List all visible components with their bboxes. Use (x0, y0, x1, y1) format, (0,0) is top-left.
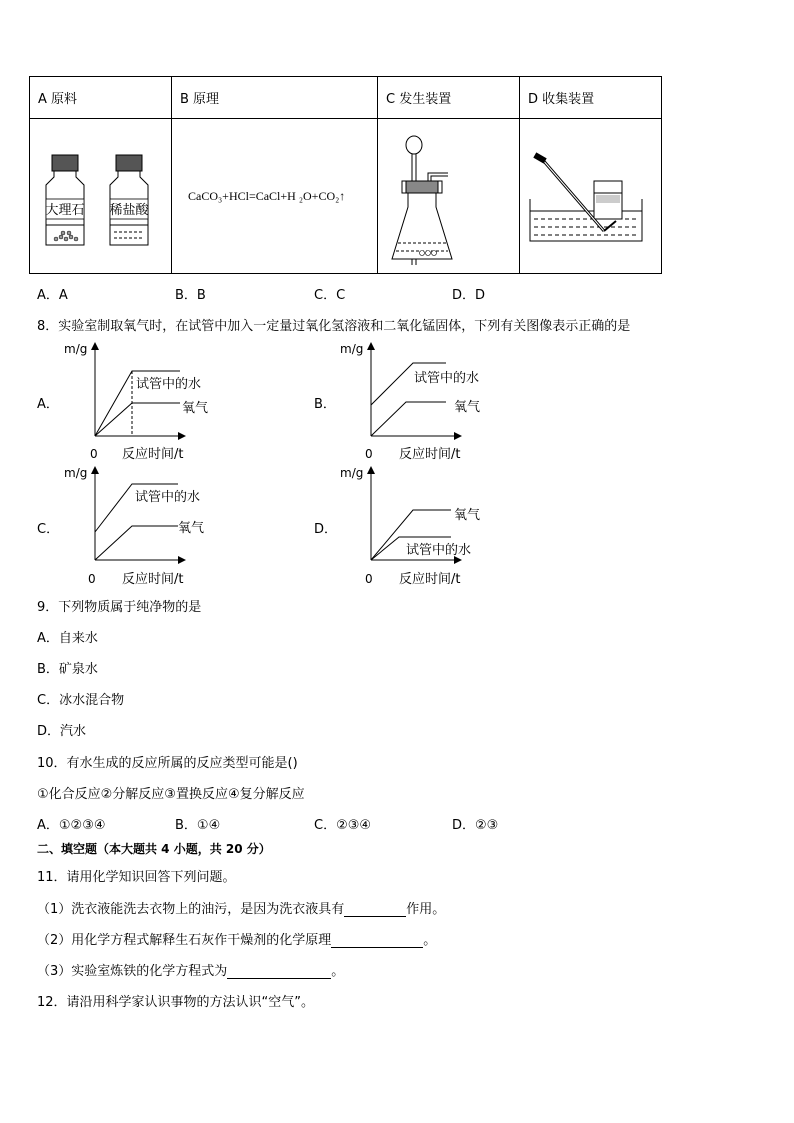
graph-d-oxygen-label: 氧气 (454, 508, 481, 523)
q7-header-c: C 发生装置 (378, 77, 520, 119)
q10-option-d[interactable]: D．②③ (452, 818, 499, 833)
bottle1-label: 大理石 (45, 203, 85, 218)
q8-graph-b[interactable] (336, 338, 516, 468)
graph-a-water-label: 试管中的水 (136, 377, 202, 392)
graph-a-origin: 0 (90, 447, 98, 461)
q11-part1-after: 作用。 (406, 902, 446, 917)
graph-d-water-label: 试管中的水 (406, 543, 472, 558)
graph-a-y-label: m/g (64, 342, 88, 356)
q7-option-a[interactable]: A．A (37, 288, 68, 303)
graph-a-oxygen-label: 氧气 (182, 401, 209, 416)
q11-part1-blank[interactable] (344, 915, 406, 917)
graph-d-x-label: 反应时间/t (399, 572, 461, 587)
graph-c-x-label: 反应时间/t (122, 572, 184, 587)
q8-option-d-label[interactable]: D． (314, 522, 338, 537)
q7-cell-materials (30, 119, 172, 274)
q7-cell-collector (520, 119, 662, 274)
q9-stem: 9．下列物质属于纯净物的是 (37, 600, 202, 615)
q7-option-c[interactable]: C．C (314, 288, 346, 303)
graph-a-x-label: 反应时间/t (122, 447, 184, 462)
reaction-equation: CaCO₃+HCl=CaCl+H ₂O+CO₂↑ (188, 188, 346, 203)
q7-header-b: B 原理 (172, 77, 378, 119)
q8-graph-d[interactable] (336, 462, 516, 592)
graph-b-water-label: 试管中的水 (414, 371, 480, 386)
q10-option-b[interactable]: B．①④ (175, 818, 221, 833)
q8-option-a-label[interactable]: A． (37, 397, 59, 412)
q11-stem: 11．请用化学知识回答下列问题。 (37, 870, 236, 885)
q8-graph-a[interactable] (60, 338, 240, 468)
reagent-bottles-illustration (30, 119, 171, 273)
q11-part1 (37, 898, 445, 917)
graph-d-y-label: m/g (340, 466, 364, 480)
q11-part3 (37, 960, 344, 979)
bottle2-label: 稀盐酸 (109, 203, 149, 218)
q11-part1-before: （1）洗衣液能洗去衣物上的油污，是因为洗衣液具有 (37, 902, 345, 917)
graph-c-origin: 0 (88, 572, 96, 586)
q11-part3-after: 。 (331, 964, 345, 979)
generator-apparatus-illustration (378, 119, 519, 273)
q7-table (29, 76, 662, 274)
q10-option-c[interactable]: C．②③④ (314, 818, 372, 833)
q12-stem: 12．请沿用科学家认识事物的方法认识“空气”。 (37, 995, 315, 1010)
graph-c-y-label: m/g (64, 466, 88, 480)
graph-b-oxygen-label: 氧气 (454, 400, 481, 415)
graph-c-water-label: 试管中的水 (135, 490, 201, 505)
q11-part3-before: （3）实验室炼铁的化学方程式为 (37, 964, 228, 979)
graph-d-origin: 0 (365, 572, 373, 586)
q8-stem: 8．实验室制取氧气时，在试管中加入一定量过氧化氢溶液和二氧化锰固体，下列有关图像表示正确的是 (37, 319, 631, 334)
q9-option-d[interactable]: D．汽水 (37, 724, 87, 739)
q8-option-b-label[interactable]: B． (314, 397, 336, 412)
q8-option-c-label[interactable]: C． (37, 522, 60, 537)
q10-stem: 10．有水生成的反应所属的反应类型可能是() (37, 756, 298, 771)
q8-graph-c[interactable] (60, 462, 240, 592)
q11-part2-before: （2）用化学方程式解释生石灰作干燥剂的化学原理 (37, 933, 332, 948)
q7-cell-equation (172, 119, 378, 274)
q9-option-c[interactable]: C．冰水混合物 (37, 693, 125, 708)
graph-b-y-label: m/g (340, 342, 364, 356)
q11-part2 (37, 929, 436, 948)
q7-header-a: A 原料 (30, 77, 172, 119)
q9-option-a[interactable]: A．自来水 (37, 631, 98, 646)
q7-cell-generator (378, 119, 520, 274)
graph-b-origin: 0 (365, 447, 373, 461)
q9-option-b[interactable]: B．矿泉水 (37, 662, 98, 677)
q7-option-b[interactable]: B．B (175, 288, 206, 303)
graph-c-oxygen-label: 氧气 (178, 521, 205, 536)
q7-header-d: D 收集装置 (520, 77, 662, 119)
q7-option-d[interactable]: D．D (452, 288, 486, 303)
q11-part2-blank[interactable] (331, 946, 423, 948)
q11-part3-blank[interactable] (227, 977, 331, 979)
collector-apparatus-illustration (520, 119, 661, 273)
q10-option-a[interactable]: A．①②③④ (37, 818, 106, 833)
q11-part2-after: 。 (423, 933, 437, 948)
q10-types: ①化合反应②分解反应③置换反应④复分解反应 (37, 787, 305, 802)
section2-title: 二、填空题（本大题共 4 小题，共 20 分） (37, 842, 271, 856)
graph-b-x-label: 反应时间/t (399, 447, 461, 462)
